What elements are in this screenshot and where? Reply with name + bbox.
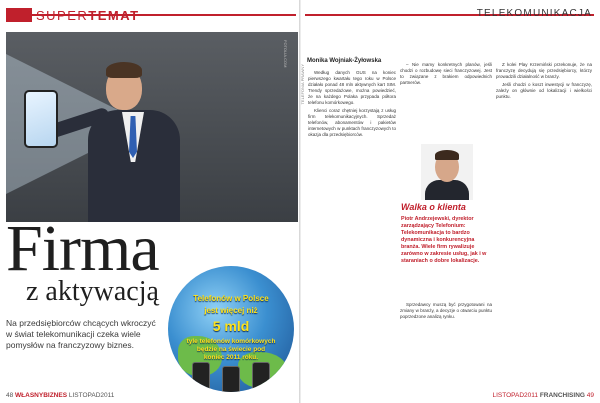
section-suffix: TEMAT: [88, 8, 140, 23]
phone-icon: [192, 362, 210, 392]
interview-title: Walka o klienta: [401, 202, 466, 212]
issue-date: LISTOPAD2011: [68, 392, 115, 399]
author-byline: Monika Wojniak-Żyłowska: [307, 58, 382, 64]
page-gutter: [299, 0, 301, 403]
paragraph: Klienci coraz chętniej korzystają z usług firm telekomunikacyjnych. Sprzedaż telefonów, abonamentów i pakietów internetowych w punktach franczyzowych to okazja dla przedsiębiorców.: [308, 108, 396, 137]
article-subtitle: z aktywacją: [26, 276, 159, 307]
phone-icon: [24, 90, 58, 148]
section-label: [36, 8, 140, 23]
portrait-hair: [435, 150, 459, 160]
left-folio: [6, 392, 114, 399]
section-prefix: SUPER: [36, 8, 89, 23]
article-column-1: [308, 70, 396, 384]
phone-icon: [222, 366, 240, 392]
page-number: 48: [6, 392, 14, 399]
right-section-label: TELEKOMUNIKACJA: [476, 8, 592, 19]
hero-illustration: [6, 32, 298, 222]
globe-line-2: jest więcej niż: [204, 306, 258, 315]
brand-name: FRANCHISING: [539, 392, 585, 399]
globe-line-3: 5 mld: [212, 318, 250, 334]
article-column-3: [496, 62, 592, 382]
photo-credit: FOTOLIA.COM: [283, 40, 288, 68]
page-number: 49: [586, 392, 594, 399]
right-folio: [492, 392, 594, 399]
sidebar-credit: TELEFONIA PRAWNY: [300, 64, 305, 105]
phone-icon: [252, 362, 270, 392]
paragraph: Sprzedawcy muszą być przygotowani na zmiany w branży, a decyzje o otwarciu punktu poprzedzone analizą rynku.: [400, 302, 492, 319]
interview-box: [401, 144, 491, 300]
globe-line-4: tyle telefonów komórkowych będzie na świecie pod koniec 2011 roku.: [186, 338, 276, 361]
portrait-body: [425, 180, 469, 200]
brand-name: WŁASNYBIZNES: [15, 392, 68, 399]
interview-body: Piotr Andrzejewski, dyrektor zarządzający Telefonium: Telekomunikacja to bardzo dynamiczna i konkurencyjna branża. Wiele firm rywalizuje zarówno w zakresie usług, jak i w staraniach o dobre lokalizacje.: [401, 216, 487, 264]
article-lead: Na przedsiębiorców chcących wkroczyć w świat telekomunikacji czeka wiele pomysłów na franczyzowy biznes.: [6, 318, 156, 350]
globe-icon: [168, 266, 294, 392]
globe-line-1: Telefonów w Polsce: [193, 294, 269, 303]
issue-date: LISTOPAD2011: [492, 392, 538, 399]
portrait-photo: [421, 144, 473, 200]
article-title: Firma: [6, 212, 159, 285]
paragraph: Według danych GUS na koniec pierwszego kwartału tego roku w Polsce działało ponad 48 mln aktywnych kart SIM. Trendy sprzedażowe, można powiedzieć, że na każdego Polaka przypada półtora telefonu komórkowego.: [308, 70, 396, 105]
paragraph: – Nie mamy konkretnych planów, jeśli chodzi o rozbudowę sieci franczyzowej. Jest to związane z brakiem odpowiednich partnerów.: [400, 62, 492, 85]
article-column-2: [400, 62, 492, 142]
paragraph: Jeśli chodzi o koszt inwestycji w franczyzę, zależy on głównie od lokalizacji i wielkości punktu.: [496, 82, 592, 99]
person-hair: [106, 62, 142, 78]
paragraph: Z kolei Play Krzemiński przekonuje, że na franczyzę decydują się przedsiębiorcy, którzy prowadzili działalność w branży.: [496, 62, 592, 79]
article-column-2b: [400, 302, 492, 386]
